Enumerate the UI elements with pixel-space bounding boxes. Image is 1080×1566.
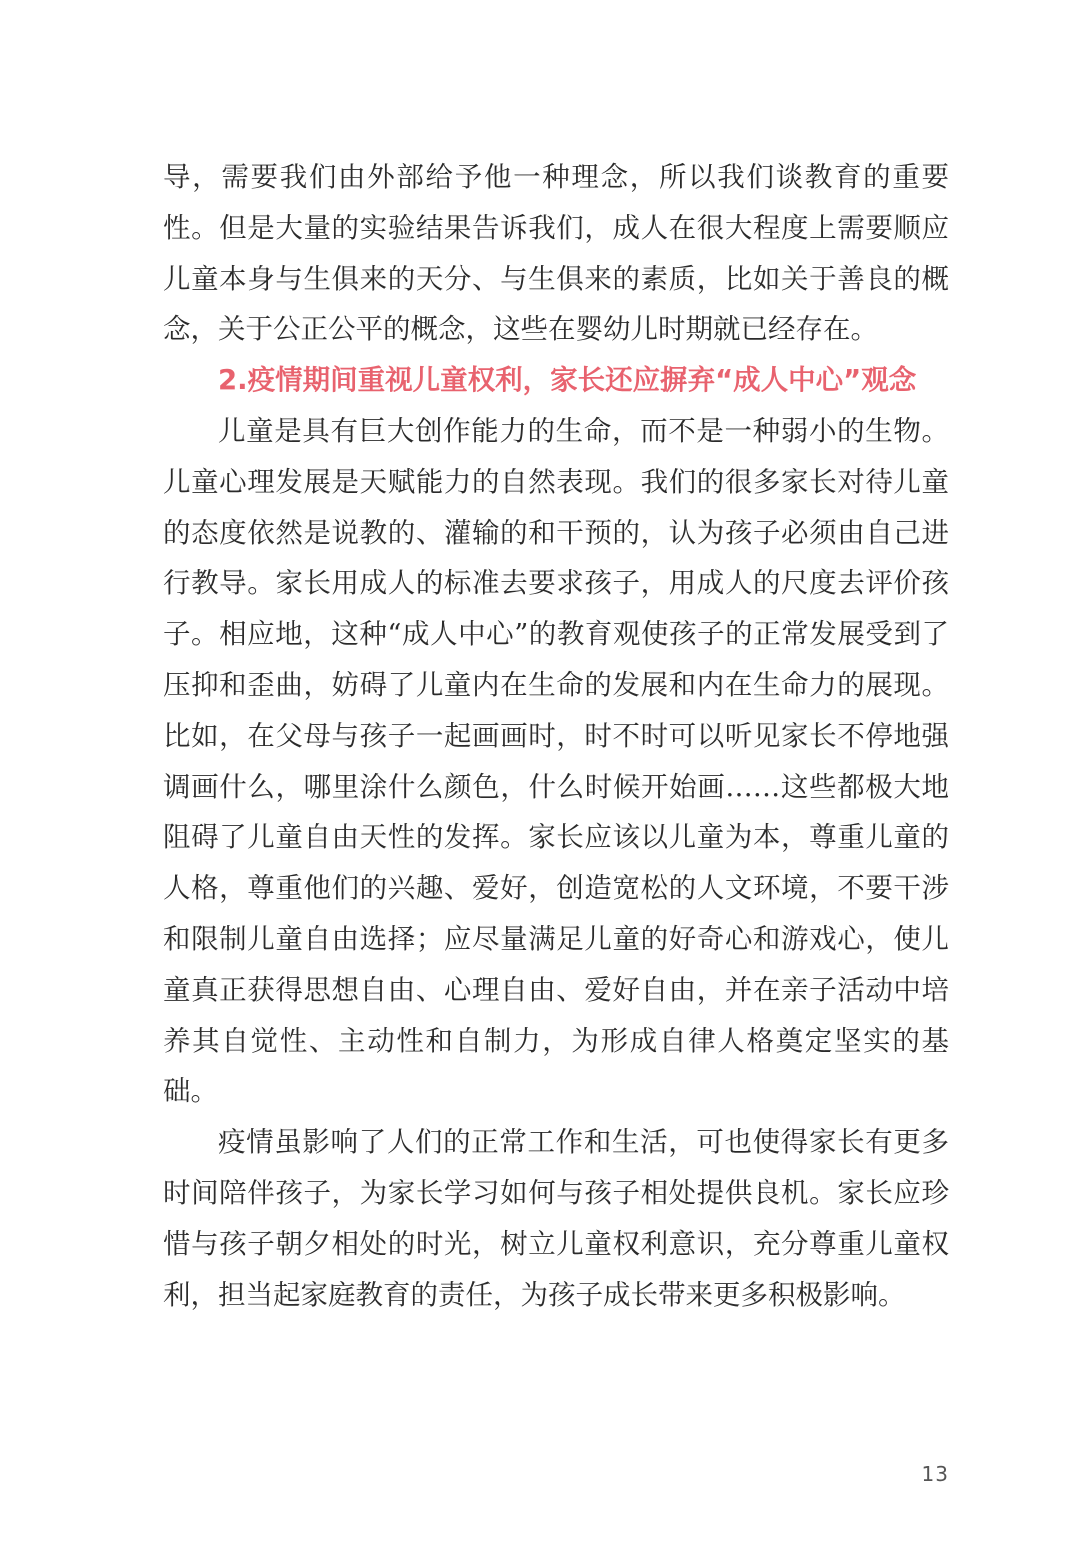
paragraph-pandemic: 疫情虽影响了人们的正常工作和生活，可也使得家长有更多时间陪伴孩子，为家长学习如何与孩子相处提供良机。家长应珍惜与孩子朝夕相处的时光，树立儿童权利意识，充分尊重儿童权利，担当起家庭教育的责任，为孩子成长带来更多积极影响。 bbox=[163, 1126, 949, 1311]
paragraph-continuation: 导，需要我们由外部给予他一种理念，所以我们谈教育的重要性。但是大量的实验结果告诉我们，成人在很大程度上需要顺应儿童本身与生俱来的天分、与生俱来的素质，比如关于善良的概念，关于公正公平的概念，这些在婴幼儿时期就已经存在。 bbox=[163, 161, 949, 346]
page-number: 13 bbox=[921, 1462, 949, 1486]
article-body bbox=[163, 152, 949, 1320]
paragraph-adult-centered: 儿童是具有巨大创作能力的生命，而不是一种弱小的生物。儿童心理发展是天赋能力的自然表现。我们的很多家长对待儿童的态度依然是说教的、灌输的和干预的，认为孩子必须由自己进行教导。家长用成人的标准去要求孩子，用成人的尺度去评价孩子。相应地，这种“成人中心”的教育观使孩子的正常发展受到了压抑和歪曲，妨碍了儿童内在生命的发展和内在生命力的展现。比如，在父母与孩子一起画画时，时不时可以听见家长不停地强调画什么，哪里涂什么颜色，什么时候开始画……这些都极大地阻碍了儿童自由天性的发挥。家长应该以儿童为本，尊重儿童的人格，尊重他们的兴趣、爱好，创造宽松的人文环境，不要干涉和限制儿童自由选择；应尽量满足儿童的好奇心和游戏心，使儿童真正获得思想自由、心理自由、爱好自由，并在亲子活动中培养其自觉性、主动性和自制力，为形成自律人格奠定坚实的基础。 bbox=[163, 414, 949, 1108]
section-heading: 2.疫情期间重视儿童权利，家长还应摒弃“成人中心”观念 bbox=[218, 364, 917, 397]
